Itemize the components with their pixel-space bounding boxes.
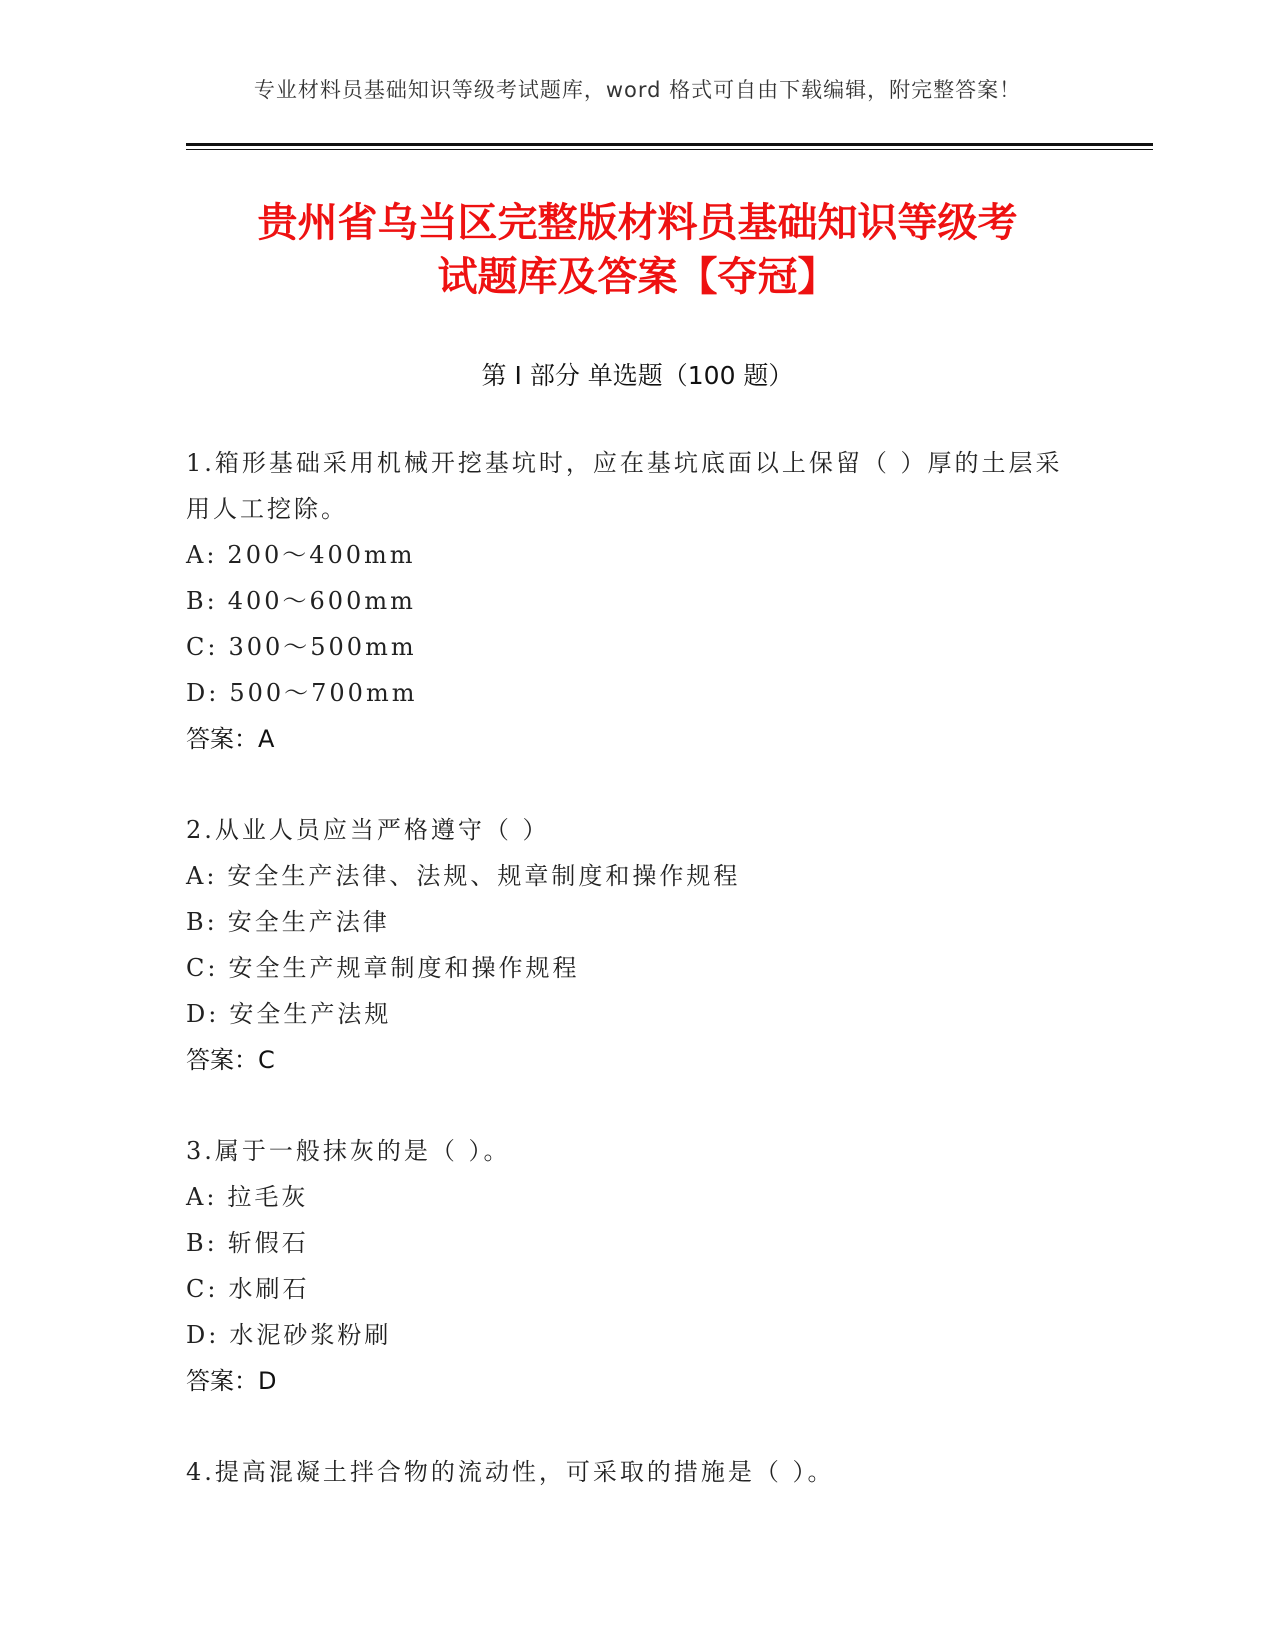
answer-label: 答案： [186, 1367, 258, 1395]
answer-value: C [258, 1046, 275, 1074]
option-key: D: [186, 1321, 220, 1349]
option-text: 安全生产法律 [227, 908, 390, 936]
option-text: 安全生产法规 [229, 1000, 392, 1028]
option-text: 斩假石 [227, 1229, 309, 1257]
option-key: D: [186, 679, 220, 707]
section-heading: 第 I 部分 单选题（100 题） [481, 361, 794, 390]
option-a [186, 853, 1086, 899]
option-c [186, 1266, 1086, 1312]
option-b [186, 1220, 1086, 1266]
option-c [186, 945, 1086, 991]
answer-line [186, 716, 1086, 762]
option-d [186, 670, 1086, 716]
option-text: 拉毛灰 [227, 1183, 309, 1211]
option-a [186, 1174, 1086, 1220]
option-key: A: [186, 862, 218, 890]
question-stem: 3.属于一般抹灰的是（ ）。 [186, 1137, 511, 1165]
document-title-line-2: 试题库及答案【夺冠】 [437, 254, 838, 300]
answer-value: D [258, 1367, 277, 1395]
answer-label: 答案： [186, 1046, 258, 1074]
option-key: B: [186, 587, 218, 615]
option-key: B: [186, 1229, 218, 1257]
option-key: B: [186, 908, 218, 936]
option-a [186, 532, 1086, 578]
option-c [186, 624, 1086, 670]
option-key: C: [186, 1275, 219, 1303]
option-key: D: [186, 1000, 220, 1028]
header-note: 专业材料员基础知识等级考试题库，word 格式可自由下载编辑，附完整答案！ [253, 78, 1022, 102]
question-stem: 4.提高混凝土拌合物的流动性，可采取的措施是（ ）。 [186, 1458, 835, 1486]
option-d [186, 1312, 1086, 1358]
question-list [186, 440, 1086, 1540]
option-text: 500～700mm [229, 679, 418, 707]
question-stem: 1.箱形基础采用机械开挖基坑时，应在基坑底面以上保留（ ）厚的土层采用人工挖除。 [186, 449, 1063, 523]
question-1 [186, 440, 1086, 762]
answer-line [186, 1358, 1086, 1404]
question-4 [186, 1449, 1086, 1495]
option-key: C: [186, 633, 219, 661]
document-title-line-1: 贵州省乌当区完整版材料员基础知识等级考 [257, 200, 1018, 246]
option-b [186, 578, 1086, 624]
answer-line [186, 1037, 1086, 1083]
option-d [186, 991, 1086, 1037]
option-text: 400～600mm [227, 587, 416, 615]
header-rule-thin [186, 149, 1153, 150]
question-stem: 2.从业人员应当严格遵守（ ） [186, 816, 550, 844]
option-text: 安全生产规章制度和操作规程 [228, 954, 580, 982]
option-text: 安全生产法律、法规、规章制度和操作规程 [227, 862, 741, 890]
option-text: 水泥砂浆粉刷 [229, 1321, 392, 1349]
question-2 [186, 807, 1086, 1083]
option-key: A: [186, 541, 218, 569]
option-text: 200～400mm [227, 541, 416, 569]
option-key: C: [186, 954, 219, 982]
header-rule-thick [186, 143, 1153, 146]
option-text: 300～500mm [228, 633, 417, 661]
question-3 [186, 1128, 1086, 1404]
option-b [186, 899, 1086, 945]
answer-value: A [258, 725, 275, 753]
option-key: A: [186, 1183, 218, 1211]
answer-label: 答案： [186, 725, 258, 753]
option-text: 水刷石 [228, 1275, 310, 1303]
document-title [0, 196, 1275, 304]
